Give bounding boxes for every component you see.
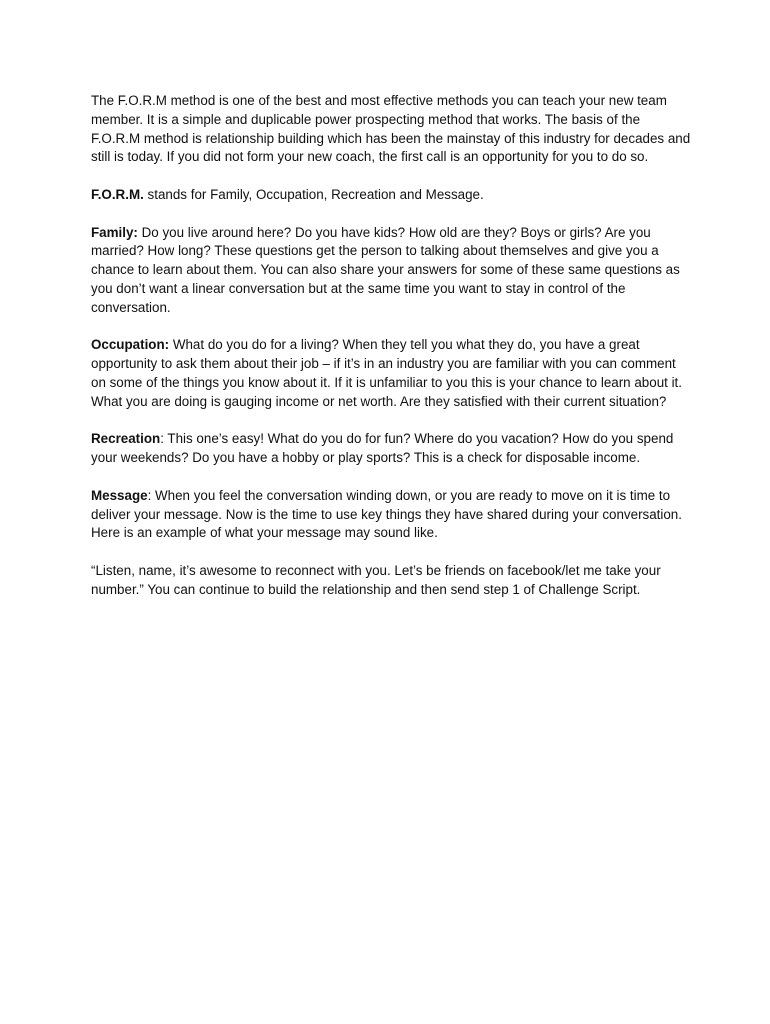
form-term: F.O.R.M. [91, 186, 144, 202]
message-term: Message [91, 487, 148, 503]
recreation-term: Recreation [91, 431, 161, 447]
family-term: Family: [91, 224, 138, 240]
occupation-text: What do you do for a living? When they tell you what they do, you have a great opportunity to ask them about their job – if it’s in an industry you are familiar with you can comment on some of the things you know about it. If it is unfamiliar to you this is your chance to learn about it. What you are doing is gauging income or net worth. Are they satisfied with their current situation? [91, 337, 682, 409]
message-text: : When you feel the conversation winding down, or you are ready to move on it is time to deliver your message. Now is the time to use key things they have shared during your conversation. Here is an example of what your message may sound like. [91, 487, 682, 541]
form-definition-text: stands for Family, Occupation, Recreation and Message. [143, 186, 484, 202]
intro-paragraph: The F.O.R.M method is one of the best and most effective methods you can teach your new team member. It is a simple and duplicable power prospecting method that works. The basis of the F.O.R.M method is relationship building which has been the mainstay of this industry for decades and still is today. If you did not form your new coach, the first call is an opportunity for you to do so. [91, 93, 691, 165]
form-definition-paragraph [91, 186, 691, 205]
family-text: Do you live around here? Do you have kids? How old are they? Boys or girls? Are you married? How long? These questions get the person to talking about themselves and give you a chance to learn about them. You can also share your answers for some of these same questions as you don’t want a linear conversation but at the same time you want to stay in control of the conversation. [91, 224, 680, 315]
family-paragraph [91, 224, 691, 318]
recreation-text: : This one’s easy! What do you do for fun? Where do you vacation? How do you spend your weekends? Do you have a hobby or play sports? This is a check for disposable income. [91, 431, 674, 466]
recreation-paragraph [91, 430, 691, 468]
document-body [91, 92, 691, 618]
message-paragraph [91, 487, 691, 543]
example-quote-paragraph: “Listen, name, it’s awesome to reconnect with you. Let’s be friends on facebook/let me take your number.” You can continue to build the relationship and then send step 1 of Challenge Script. [91, 562, 661, 597]
occupation-paragraph [91, 336, 691, 411]
occupation-term: Occupation: [91, 337, 170, 353]
